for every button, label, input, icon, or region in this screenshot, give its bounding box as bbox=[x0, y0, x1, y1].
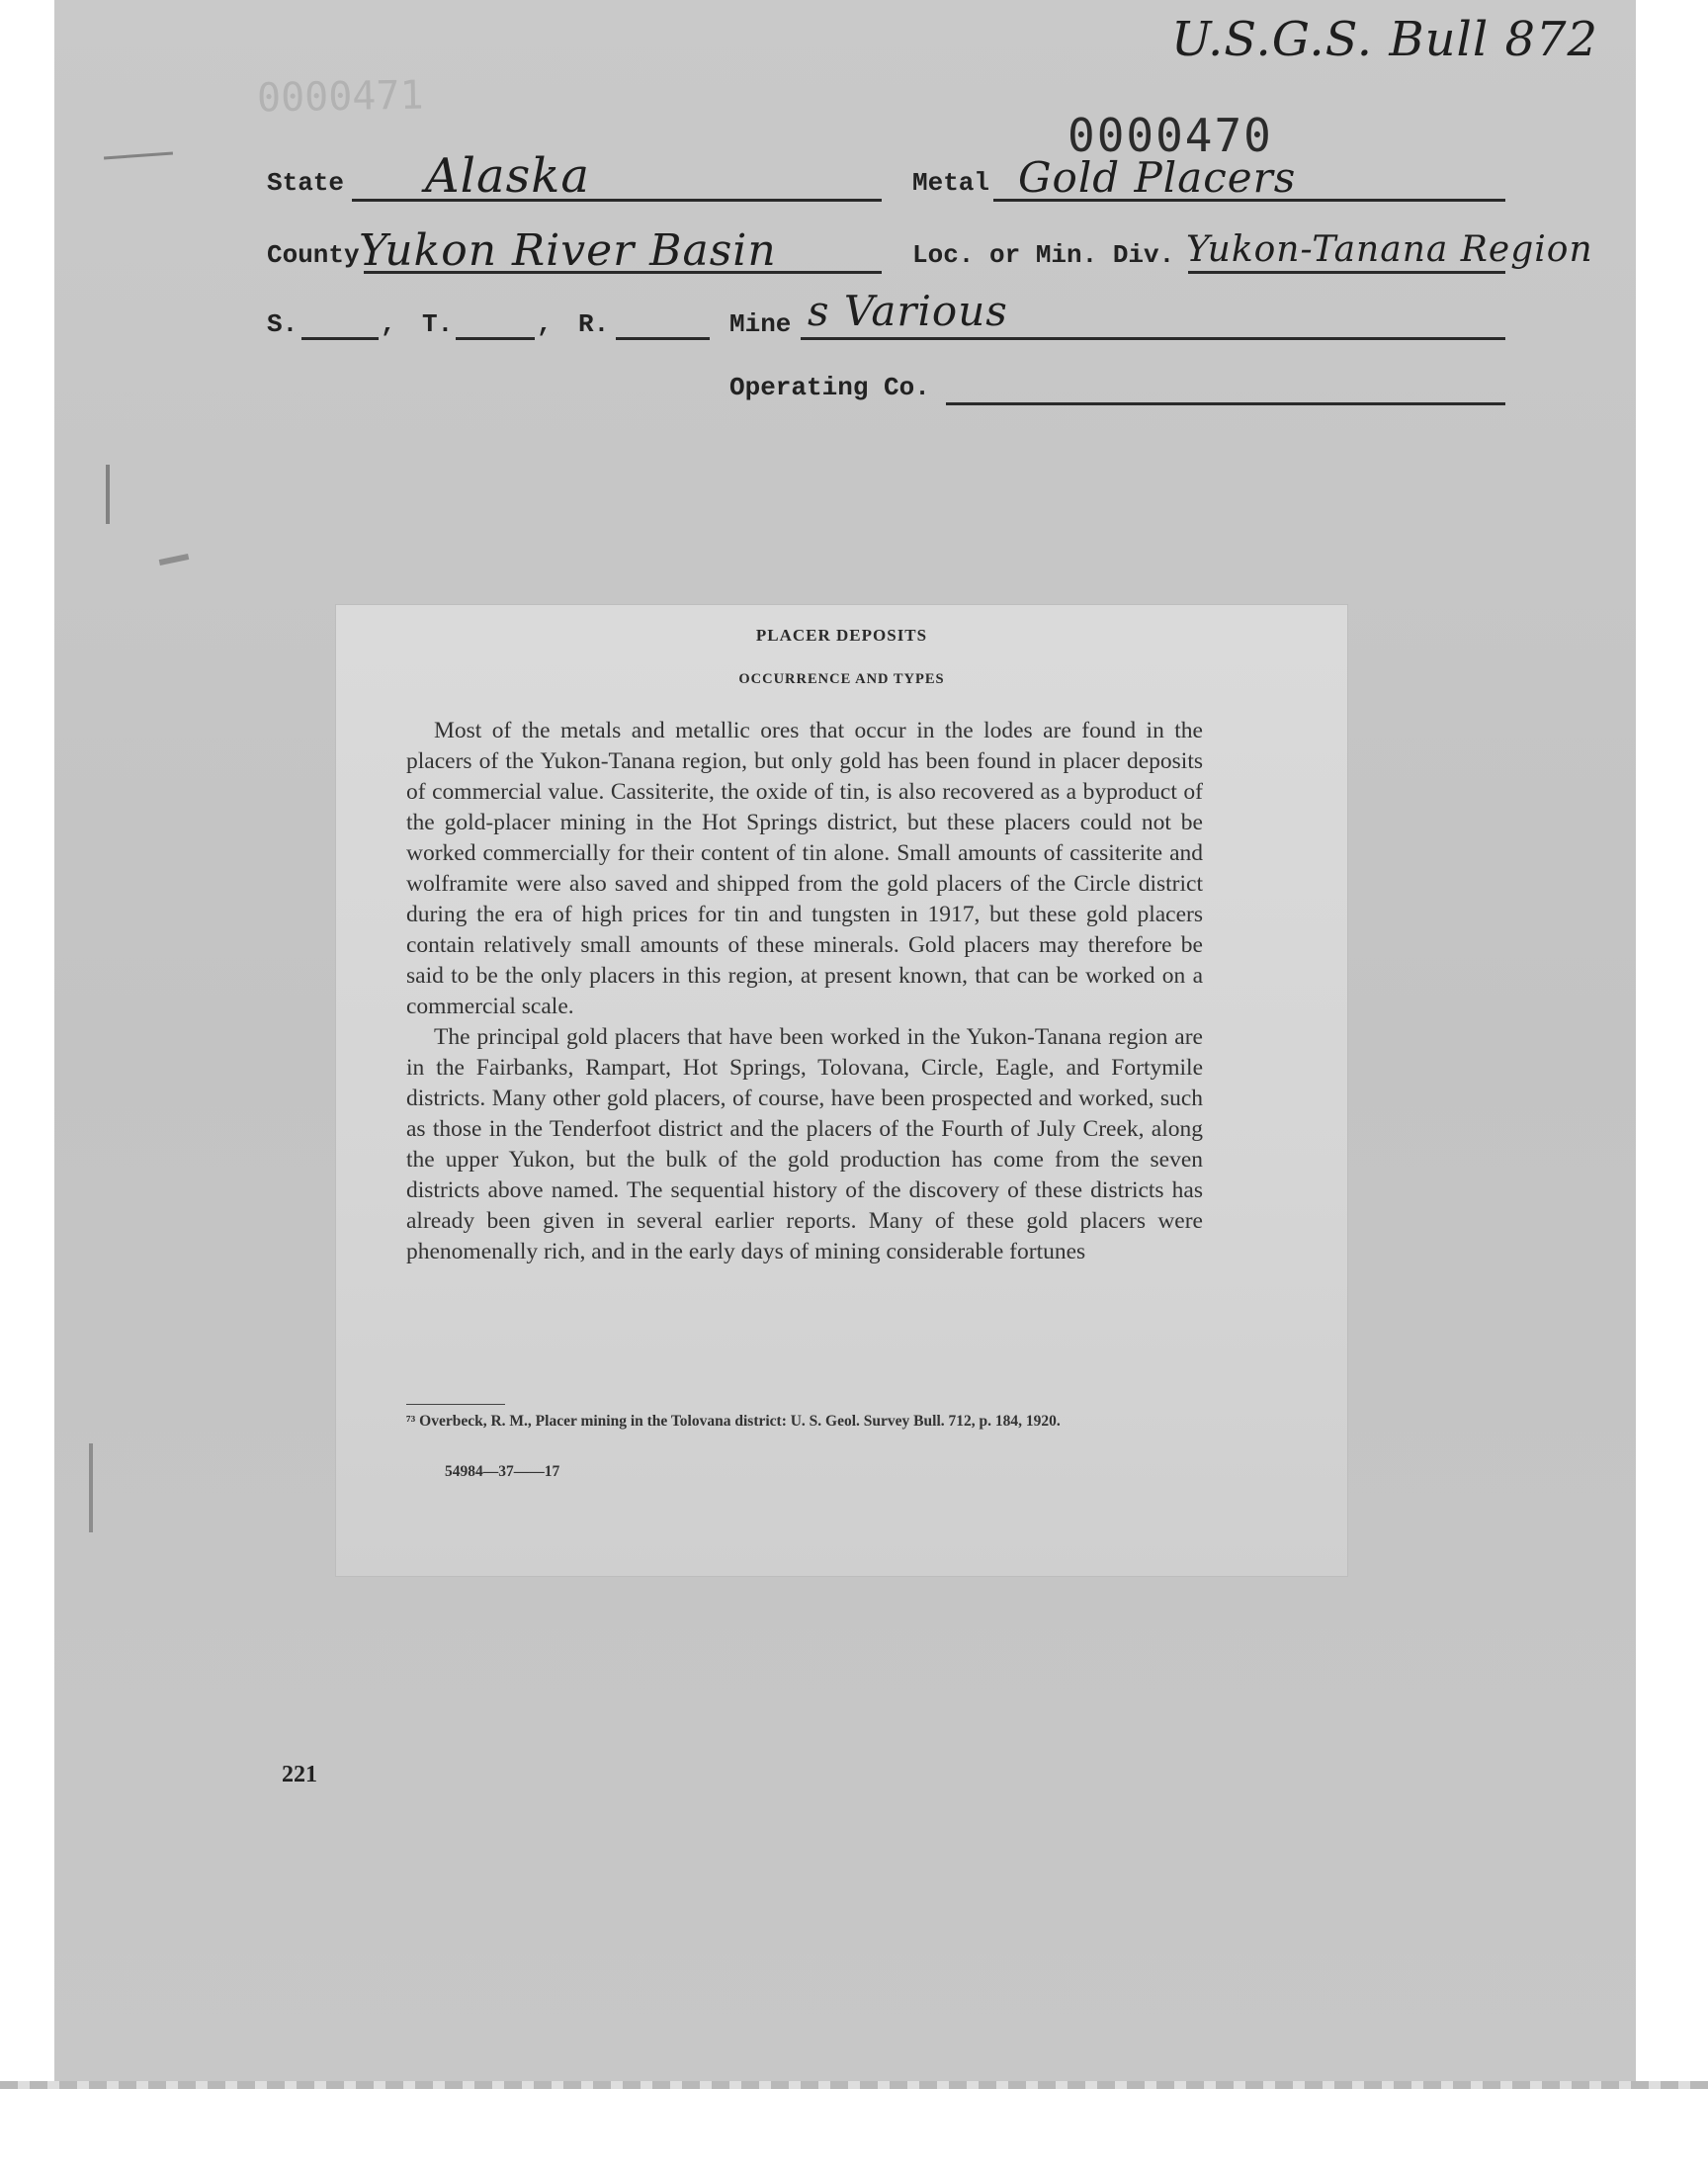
scan-edge bbox=[0, 2081, 1708, 2089]
clipping-subheading: OCCURRENCE AND TYPES bbox=[738, 671, 945, 687]
division-line bbox=[1188, 271, 1505, 274]
division-label: Loc. or Min. Div. bbox=[912, 240, 1175, 270]
clipping-body bbox=[406, 716, 1203, 1267]
section-line bbox=[301, 337, 379, 340]
margin-mark-3 bbox=[89, 1443, 93, 1532]
mine-line bbox=[801, 337, 1505, 340]
page-number: 221 bbox=[282, 1762, 317, 1787]
print-code: 54984—37——17 bbox=[445, 1463, 560, 1480]
section-label: S. bbox=[267, 309, 299, 339]
operating-co-line bbox=[946, 402, 1505, 405]
document-sheet bbox=[54, 0, 1636, 2081]
division-value: Yukon-Tanana Region bbox=[1186, 229, 1593, 270]
source-note: U.S.G.S. Bull 872 bbox=[1171, 12, 1599, 67]
mine-label: Mine bbox=[729, 309, 792, 339]
paragraph: Most of the metals and metallic ores that occur in the lodes are found in the placers of the Yukon-Tanana region, but only gold has been found in placer deposits of commercial value. Cassiterite, the oxide of tin, is also recovered as a byproduct of the gold-placer mining in the Hot Springs district, but these placers could not be worked commercially for their content of tin alone. Small amounts of cassiterite and wolframite were also saved and shipped from the gold placers of the Circle district during the era of high prices for tin and tungsten in 1917, but these gold placers contain relatively small amounts of these minerals. Gold placers may therefore be said to be the only placers in this region, at present known, that can be worked on a commercial scale. bbox=[406, 718, 1203, 1019]
text-clipping bbox=[336, 605, 1347, 1576]
township-comma: , bbox=[537, 309, 553, 339]
margin-mark-2 bbox=[159, 554, 190, 566]
township-label: T. bbox=[422, 309, 454, 339]
mine-value: s Various bbox=[808, 287, 1008, 335]
footnote-rule bbox=[406, 1404, 505, 1405]
clipping-heading: PLACER DEPOSITS bbox=[755, 626, 928, 645]
metal-label: Metal bbox=[912, 168, 990, 198]
section-comma: , bbox=[381, 309, 396, 339]
pencil-mark bbox=[104, 152, 173, 160]
range-label: R. bbox=[578, 309, 610, 339]
footnote: ⁷³ Overbeck, R. M., Placer mining in the Tolovana district: U. S. Geol. Survey Bull. 712, p. 184, 1920. bbox=[406, 1413, 1061, 1430]
paragraph: The principal gold placers that have been worked in the Yukon-Tanana region are in the Fairbanks, Rampart, Hot Springs, Tolovana, Circle, Eagle, and Fortymile districts. Many other gold placers, of course, have been prospected and worked, such as those in the Tenderfoot district and the placers of the Fourth of July Creek, along the upper Yukon, but the bulk of the gold production has come from the seven districts above named. The sequential history of the discovery of these districts has already been given in several earlier reports. Many of these gold placers were phenomenally rich, and in the early days of mining considerable fortunes bbox=[406, 1024, 1203, 1264]
county-value: Yukon River Basin bbox=[359, 225, 777, 276]
faded-serial-stamp: 0000471 bbox=[256, 72, 424, 122]
state-label: State bbox=[267, 168, 345, 198]
range-line bbox=[616, 337, 710, 340]
metal-value: Gold Placers bbox=[1018, 153, 1297, 202]
margin-mark bbox=[106, 465, 110, 524]
township-line bbox=[456, 337, 535, 340]
operating-co-label: Operating Co. bbox=[729, 373, 930, 402]
county-label: County bbox=[267, 240, 360, 270]
serial-stamp: 0000470 bbox=[1068, 109, 1273, 162]
state-value: Alaska bbox=[425, 148, 590, 204]
